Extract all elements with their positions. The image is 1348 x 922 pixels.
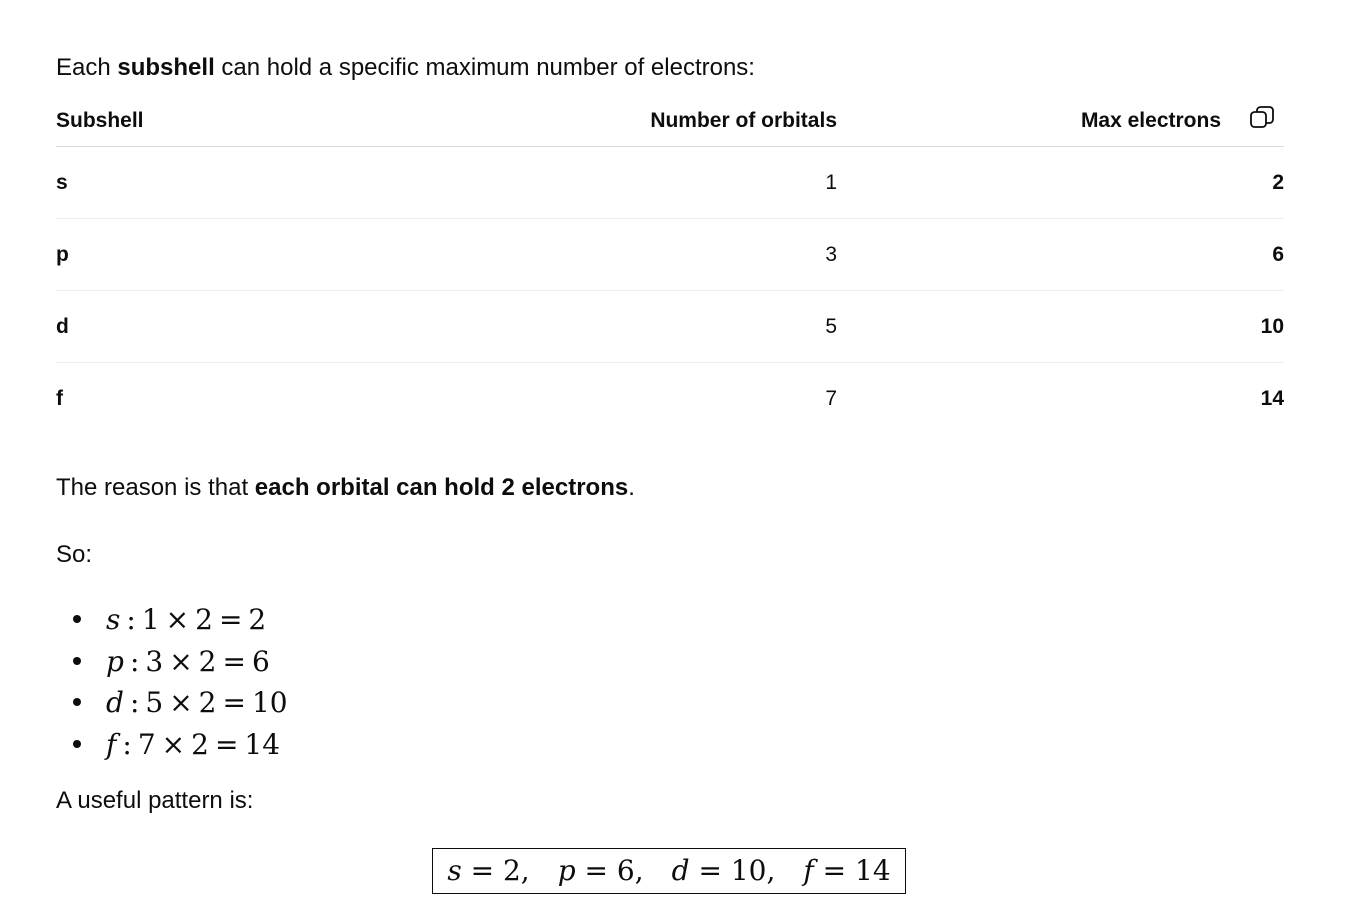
eq-a: 1 — [141, 603, 160, 636]
pattern-value: 6, — [616, 854, 644, 887]
pattern-term — [803, 854, 890, 887]
bullet-dot — [73, 698, 81, 706]
pattern-equals: = — [822, 854, 847, 887]
boxed-pattern-equation — [432, 848, 906, 894]
reason-text-bold: each orbital can hold 2 electrons — [254, 474, 629, 501]
cell-max-electrons: 6 — [1272, 243, 1284, 266]
cell-orbitals: 3 — [825, 243, 837, 266]
pattern-value: 10, — [730, 854, 776, 887]
cell-orbitals: 1 — [825, 171, 837, 194]
intro-text-bold: subshell — [117, 54, 215, 81]
eq-var: p — [106, 644, 124, 678]
eq-var: s — [106, 603, 121, 636]
eq-sep: : — [122, 727, 132, 761]
pattern-term — [558, 854, 644, 887]
table-row — [56, 219, 1284, 291]
eq-b: 2 — [195, 603, 213, 636]
eq-b: 2 — [198, 644, 217, 678]
cell-max-electrons: 10 — [1260, 315, 1284, 338]
cell-subshell: p — [56, 243, 69, 266]
table-row — [56, 291, 1284, 363]
eq-result: 2 — [248, 603, 267, 636]
cell-max-electrons: 14 — [1260, 387, 1284, 410]
so-paragraph: So: — [56, 541, 93, 568]
equation — [106, 683, 288, 723]
eq-equals: = — [214, 727, 239, 761]
pattern-var: s — [447, 854, 462, 887]
subshell-table — [56, 96, 1284, 434]
pattern-var: d — [671, 854, 690, 887]
pattern-equals: = — [470, 854, 495, 887]
pattern-term — [447, 854, 529, 887]
eq-times: × — [169, 686, 193, 719]
pattern-equals: = — [698, 854, 722, 887]
eq-result: 6 — [251, 644, 270, 678]
cell-subshell: s — [56, 171, 68, 194]
eq-b: 2 — [191, 727, 209, 761]
intro-text-pre: Each — [56, 54, 118, 81]
reason-paragraph — [56, 472, 635, 504]
bullet-dot — [73, 615, 81, 623]
pattern-term — [672, 854, 776, 887]
eq-times: × — [165, 603, 190, 636]
pattern-equals: = — [584, 854, 608, 887]
eq-equals: = — [218, 603, 243, 636]
equation — [106, 600, 266, 640]
eq-equals: = — [222, 686, 246, 719]
intro-text-post: can hold a specific maximum number of electrons: — [214, 54, 755, 81]
cell-orbitals: 7 — [825, 387, 837, 410]
eq-var: d — [106, 686, 124, 719]
pattern-var: p — [557, 854, 576, 887]
intro-paragraph — [56, 52, 755, 84]
pattern-value: 14 — [855, 854, 891, 887]
copy-icon[interactable] — [1248, 104, 1276, 132]
eq-times: × — [161, 727, 186, 761]
eq-result: 10 — [251, 686, 288, 719]
eq-a: 7 — [137, 727, 156, 761]
eq-sep: : — [129, 644, 140, 678]
cell-orbitals: 5 — [825, 315, 837, 338]
pattern-var: f — [803, 854, 814, 887]
table-row — [56, 363, 1284, 434]
bullet-dot — [73, 740, 81, 748]
cell-subshell: f — [56, 387, 63, 410]
eq-a: 3 — [145, 644, 164, 678]
reason-text-post: . — [628, 474, 635, 501]
reason-text-pre: The reason is that — [56, 474, 255, 501]
eq-sep: : — [129, 686, 140, 719]
table-header — [56, 96, 1284, 147]
header-max-electrons: Max electrons — [1080, 109, 1221, 132]
pattern-value: 2, — [502, 854, 530, 887]
useful-paragraph: A useful pattern is: — [56, 787, 254, 814]
table-row — [56, 147, 1284, 219]
header-orbitals: Number of orbitals — [650, 109, 837, 132]
eq-result: 14 — [244, 727, 281, 761]
eq-var: f — [106, 727, 117, 761]
cell-max-electrons: 2 — [1272, 171, 1284, 194]
eq-a: 5 — [145, 686, 164, 719]
cell-subshell: d — [56, 315, 69, 338]
header-subshell: Subshell — [56, 109, 144, 132]
eq-b: 2 — [198, 686, 217, 719]
eq-equals: = — [222, 644, 246, 678]
eq-sep: : — [126, 603, 136, 636]
bullet-dot — [73, 657, 81, 665]
equation — [106, 725, 280, 765]
equation — [106, 642, 270, 682]
eq-times: × — [169, 644, 193, 678]
